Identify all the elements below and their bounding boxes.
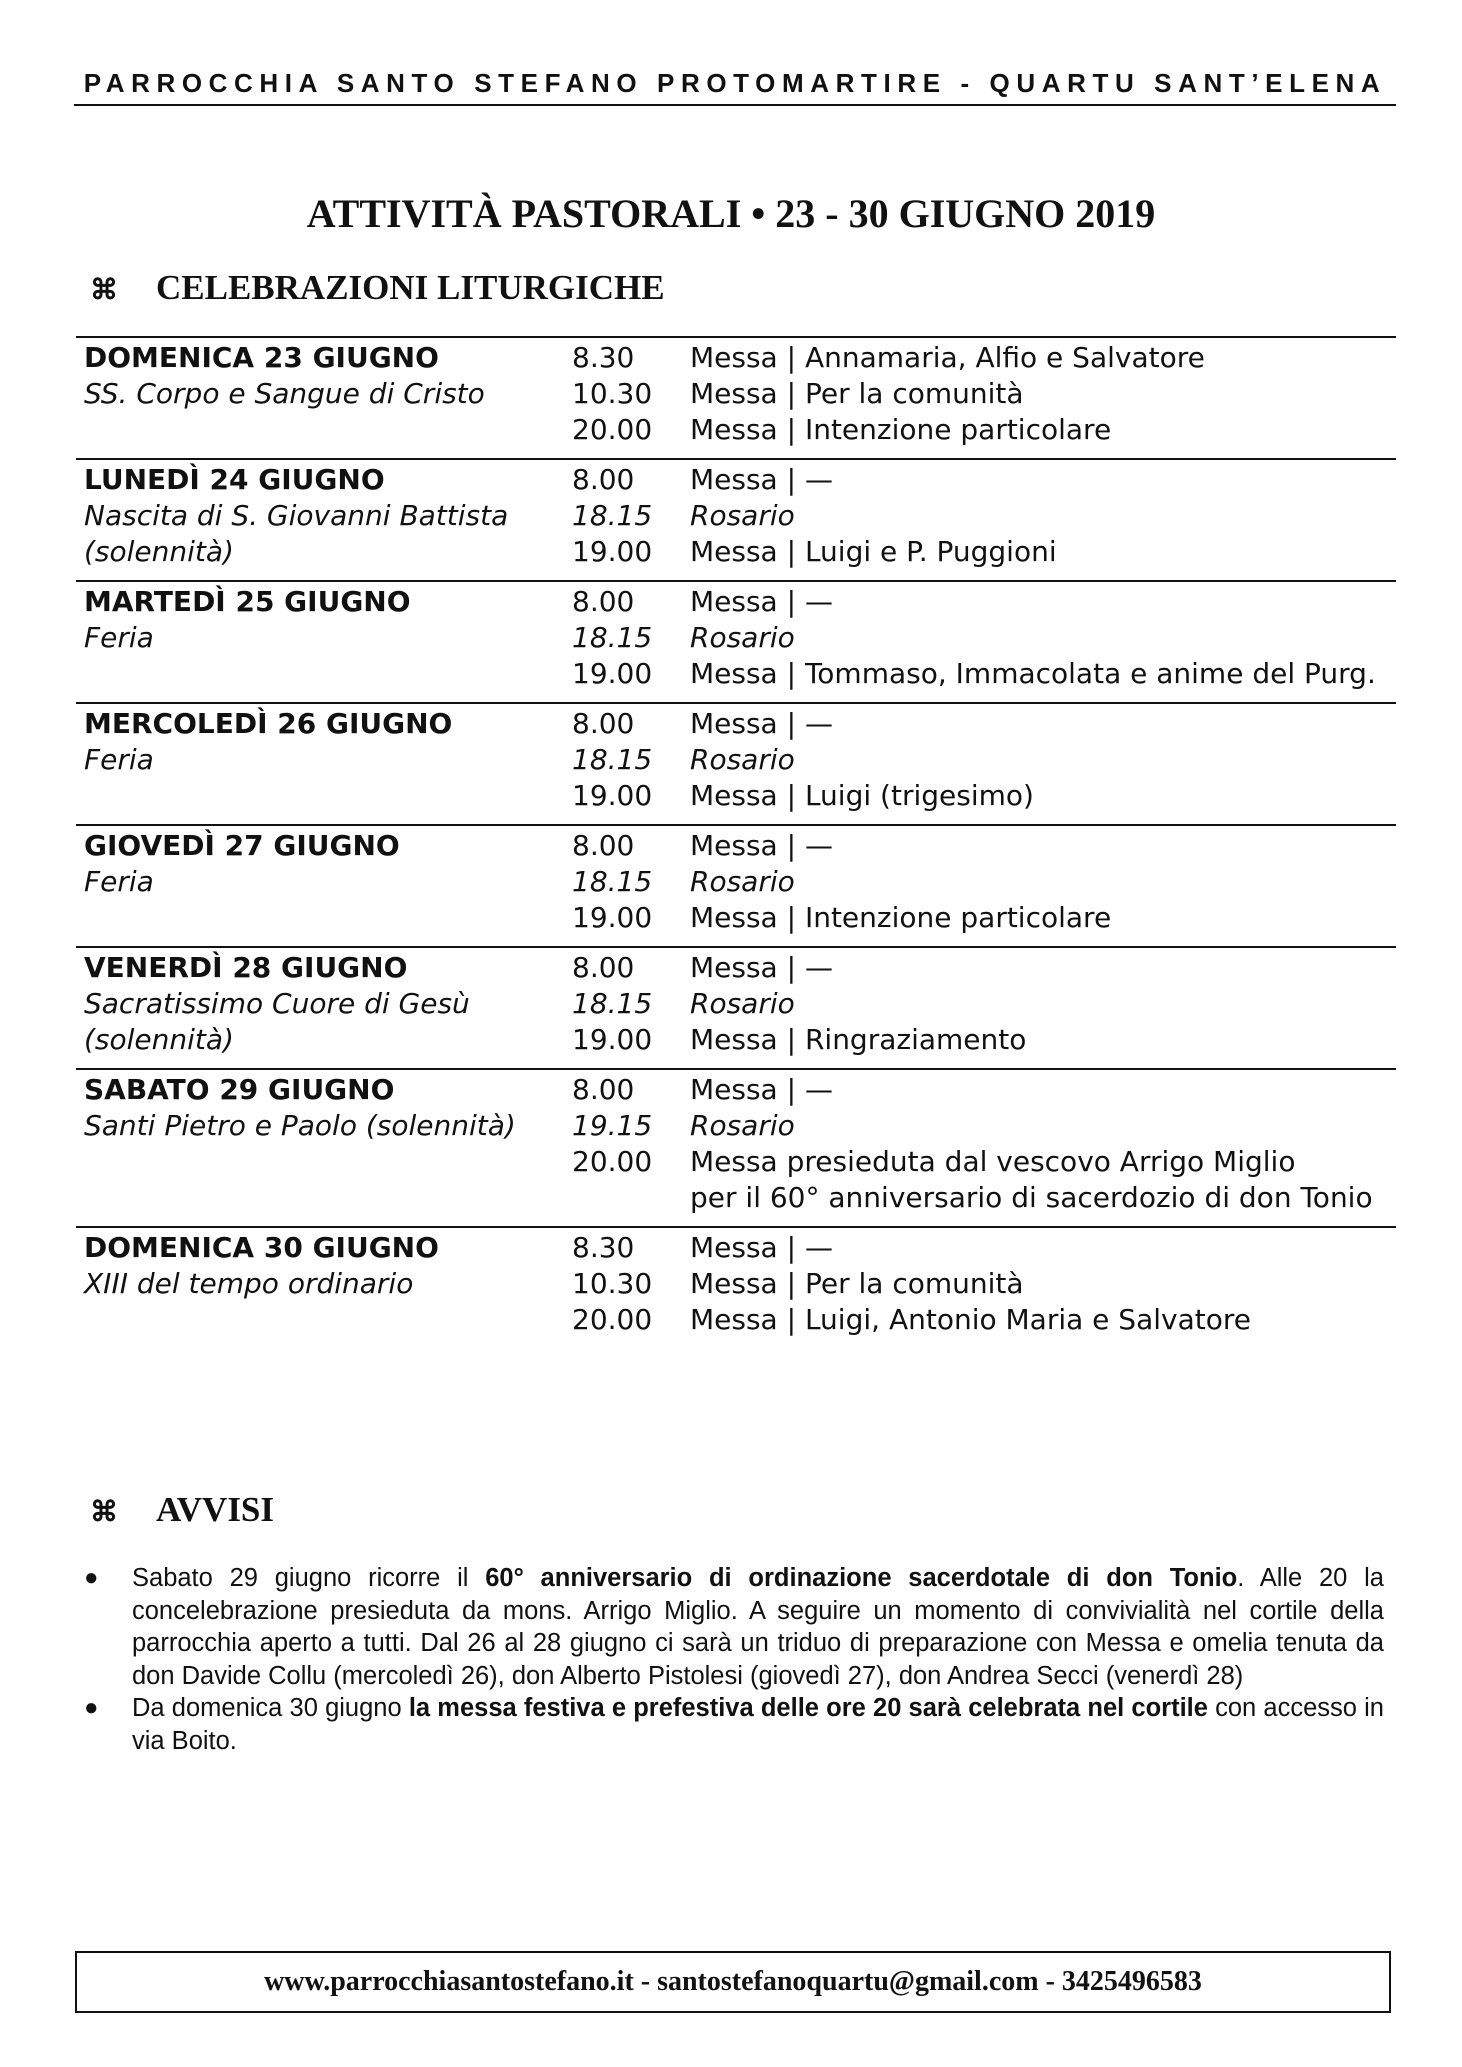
notice-text-part: Sabato 29 giugno ricorre il <box>132 1564 486 1592</box>
event-time: 8.30 <box>572 1231 635 1264</box>
schedule-row <box>76 620 1396 656</box>
event-description: Messa | Ringraziamento <box>690 1023 1027 1056</box>
notice-item <box>78 1562 1384 1692</box>
cross-bullet-icon: ⌘ <box>90 275 118 306</box>
day-feast: Sacratissimo Cuore di Gesù <box>84 987 470 1020</box>
notice-text-part: . Alle 20 la concelebrazione presieduta da mons. Arrigo Miglio. A seguire un momento di convivialità nel cortile della parrocchia aperto a tutti. Dal 26 al 28 giugno ci sarà un triduo di preparazione con Messa e omelia tenuta da don Davide Collu (mercoledì 26), don Alberto Pistolesi (giovedì 27), don Andrea Secci (venerdì 28) <box>132 1564 1384 1690</box>
event-description: Messa presieduta dal vescovo Arrigo Miglio <box>690 1145 1296 1178</box>
day-feast <box>76 1144 572 1180</box>
event-time: 19.00 <box>572 535 653 568</box>
section-liturgy-heading <box>90 268 665 308</box>
schedule-row <box>76 1266 1396 1302</box>
event-time: 20.00 <box>572 413 653 446</box>
notice-highlight: la messa festiva e prefestiva delle ore 20 sarà celebrata nel cortile <box>408 1694 1208 1722</box>
day-feast: SS. Corpo e Sangue di Cristo <box>84 377 485 410</box>
event-time: 8.30 <box>572 341 635 374</box>
schedule-row <box>76 900 1396 936</box>
schedule-row <box>76 498 1396 534</box>
schedule-row <box>76 742 1396 778</box>
event-time: 19.00 <box>572 901 653 934</box>
event-time: 19.15 <box>572 1109 653 1142</box>
event-description: Messa | Per la comunità <box>690 377 1024 410</box>
bullet-dot-icon: ● <box>84 1564 99 1591</box>
event-time <box>572 1180 690 1216</box>
event-description: Messa | Tommaso, Immacolata e anime del Purg. <box>690 657 1376 690</box>
schedule-row <box>76 584 1396 620</box>
schedule-row <box>76 706 1396 742</box>
day-feast: Feria <box>84 743 154 776</box>
bullet-dot-icon: ● <box>84 1694 99 1721</box>
header-divider <box>74 104 1396 106</box>
event-time: 8.00 <box>572 707 635 740</box>
day-feast: Feria <box>84 865 154 898</box>
day-block <box>76 336 1396 458</box>
event-description: Messa | Luigi, Antonio Maria e Salvatore <box>690 1303 1251 1336</box>
day-block <box>76 580 1396 702</box>
event-description: Rosario <box>690 1109 795 1142</box>
day-block <box>76 946 1396 1068</box>
event-time: 18.15 <box>572 743 653 776</box>
notice-text <box>132 1692 1384 1757</box>
day-name: GIOVEDÌ 27 GIUGNO <box>84 829 400 862</box>
event-description: Messa | Per la comunità <box>690 1267 1024 1300</box>
event-time: 8.00 <box>572 585 635 618</box>
event-description: Rosario <box>690 621 795 654</box>
event-description: Messa | Intenzione particolare <box>690 413 1112 446</box>
day-block <box>76 824 1396 946</box>
day-name: DOMENICA 23 GIUGNO <box>84 341 439 374</box>
day-block <box>76 1226 1396 1348</box>
event-time: 19.00 <box>572 657 653 690</box>
schedule-row <box>76 986 1396 1022</box>
schedule-row <box>76 340 1396 376</box>
event-description: Messa | — <box>690 1073 833 1106</box>
day-name: MARTEDÌ 25 GIUGNO <box>84 585 411 618</box>
event-time: 8.00 <box>572 1073 635 1106</box>
liturgy-schedule <box>76 336 1396 1348</box>
schedule-row <box>76 1022 1396 1058</box>
schedule-row <box>76 828 1396 864</box>
event-time: 20.00 <box>572 1303 653 1336</box>
day-block <box>76 1068 1396 1226</box>
schedule-row <box>76 864 1396 900</box>
day-block <box>76 458 1396 580</box>
event-time: 8.00 <box>572 463 635 496</box>
notices-list <box>78 1562 1384 1757</box>
day-feast: Santi Pietro e Paolo (solennità) <box>84 1109 516 1142</box>
day-feast: XIII del tempo ordinario <box>84 1267 414 1300</box>
event-description: Messa | Luigi (trigesimo) <box>690 779 1034 812</box>
parish-header: PARROCCHIA SANTO STEFANO PROTOMARTIRE - QUARTU SANT’ELENA <box>83 68 1387 98</box>
event-description: Messa | — <box>690 463 833 496</box>
day-feast <box>76 778 572 814</box>
day-feast: (solennità) <box>84 1023 234 1056</box>
event-description: Messa | Annamaria, Alfio e Salvatore <box>690 341 1205 374</box>
schedule-row <box>76 1180 1396 1216</box>
schedule-row <box>76 1230 1396 1266</box>
day-feast <box>76 412 572 448</box>
event-description: Messa | — <box>690 707 833 740</box>
event-description: Messa | Luigi e P. Puggioni <box>690 535 1057 568</box>
event-time: 8.00 <box>572 829 635 862</box>
event-time: 20.00 <box>572 1145 653 1178</box>
event-time: 19.00 <box>572 779 653 812</box>
event-time: 18.15 <box>572 987 653 1020</box>
notice-text-part: con accesso in via Boito. <box>132 1694 1384 1755</box>
day-block <box>76 702 1396 824</box>
day-feast: (solennità) <box>84 535 234 568</box>
notice-item <box>78 1692 1384 1757</box>
event-description: Messa | — <box>690 829 833 862</box>
day-feast <box>76 656 572 692</box>
schedule-row <box>76 1072 1396 1108</box>
event-description: Messa | — <box>690 951 833 984</box>
section-notices-heading <box>90 1490 274 1530</box>
event-description: Messa | — <box>690 1231 833 1264</box>
page-title: ATTIVITÀ PASTORALI • 23 - 30 GIUGNO 2019 <box>306 191 1156 236</box>
event-description: Rosario <box>690 865 795 898</box>
day-feast <box>76 1302 572 1338</box>
notice-highlight: 60° anniversario di ordinazione sacerdotale di don Tonio <box>485 1564 1238 1592</box>
event-description: per il 60° anniversario di sacerdozio di don Tonio <box>690 1181 1373 1214</box>
section-liturgy-title: CELEBRAZIONI LITURGICHE <box>156 268 665 307</box>
event-description: Messa | Intenzione particolare <box>690 901 1112 934</box>
day-name: LUNEDÌ 24 GIUGNO <box>84 463 385 496</box>
event-description: Rosario <box>690 987 795 1020</box>
event-description: Rosario <box>690 499 795 532</box>
event-time: 18.15 <box>572 621 653 654</box>
day-name: VENERDÌ 28 GIUGNO <box>84 951 408 984</box>
schedule-row <box>76 462 1396 498</box>
schedule-row <box>76 534 1396 570</box>
schedule-row <box>76 412 1396 448</box>
schedule-row <box>76 1302 1396 1338</box>
cross-bullet-icon: ⌘ <box>90 1497 118 1528</box>
schedule-row <box>76 1144 1396 1180</box>
schedule-row <box>76 376 1396 412</box>
day-name: SABATO 29 GIUGNO <box>84 1073 395 1106</box>
section-notices-title: AVVISI <box>156 1490 275 1529</box>
day-name: MERCOLEDÌ 26 GIUGNO <box>84 707 453 740</box>
schedule-row <box>76 950 1396 986</box>
event-time: 18.15 <box>572 499 653 532</box>
contact-footer: www.parrocchiasantostefano.it - santostefanoquartu@gmail.com - 3425496583 <box>75 1951 1391 2013</box>
event-time: 19.00 <box>572 1023 653 1056</box>
schedule-row <box>76 656 1396 692</box>
notice-text <box>132 1562 1384 1692</box>
day-feast <box>76 900 572 936</box>
day-feast <box>76 1180 572 1216</box>
day-name: DOMENICA 30 GIUGNO <box>84 1231 439 1264</box>
event-time: 18.15 <box>572 865 653 898</box>
event-description: Rosario <box>690 743 795 776</box>
event-time: 10.30 <box>572 1267 653 1300</box>
day-feast: Nascita di S. Giovanni Battista <box>84 499 509 532</box>
day-feast: Feria <box>84 621 154 654</box>
notice-text-part: Da domenica 30 giugno <box>132 1694 409 1722</box>
event-description: Messa | — <box>690 585 833 618</box>
schedule-row <box>76 778 1396 814</box>
schedule-row <box>76 1108 1396 1144</box>
event-time: 10.30 <box>572 377 653 410</box>
event-time: 8.00 <box>572 951 635 984</box>
